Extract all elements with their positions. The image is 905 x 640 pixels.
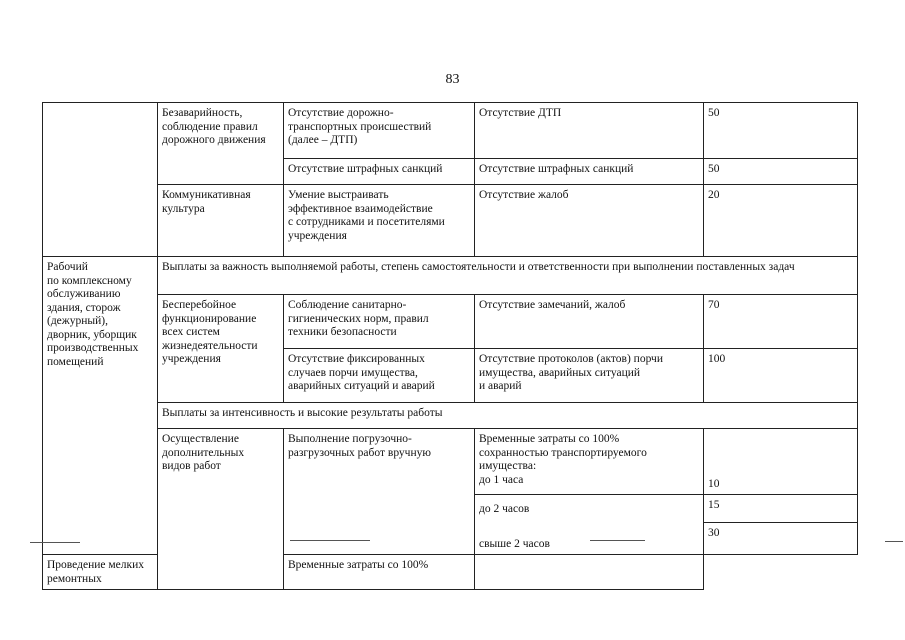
value-no-accidents: 50 — [704, 103, 858, 159]
value-over-2-hours: 30 — [704, 523, 858, 555]
scan-artifact-line — [30, 542, 80, 543]
criterion-uninterrupted-operation: Бесперебойное функционирование всех систем жизнедеятельности учреждения — [158, 295, 284, 403]
condition-no-fines: Отсутствие штрафных санкций — [475, 159, 704, 185]
condition-time-costs: Временные затраты со 100% — [284, 555, 475, 590]
condition-no-complaints: Отсутствие жалоб — [475, 185, 704, 257]
value-communication: 20 — [704, 185, 858, 257]
value-no-damage: 100 — [704, 349, 858, 403]
scan-artifact-line — [290, 540, 370, 541]
condition-no-remarks: Отсутствие замечаний, жалоб — [475, 295, 704, 349]
position-title: Рабочий по комплексному обслуживанию здания, сторож (дежурный), дворник, уборщик производственных помещений — [43, 257, 158, 555]
page-number: 83 — [445, 72, 460, 87]
option-up-to-2-hours: до 2 часов — [475, 495, 704, 523]
indicator-interaction: Умение выстраивать эффективное взаимодействие с сотрудниками и посетителями учреждения — [284, 185, 475, 257]
indicator-no-damage-cases: Отсутствие фиксированных случаев порчи имущества, аварийных ситуаций и аварий — [284, 349, 475, 403]
value-no-fines: 50 — [704, 159, 858, 185]
indicator-minor-repairs: Проведение мелких ремонтных — [43, 555, 158, 590]
condition-no-damage-protocols: Отсутствие протоколов (актов) порчи имущества, аварийных ситуаций и аварий — [475, 349, 704, 403]
condition-no-accidents: Отсутствие ДТП — [475, 103, 704, 159]
criterion-additional-work: Осуществление дополнительных видов работ — [158, 429, 284, 590]
value-up-to-2-hours: 15 — [704, 495, 858, 523]
criterion-communication: Коммуникативная культура — [158, 185, 284, 257]
value-minor-repairs — [475, 555, 704, 590]
value-up-to-1-hour: 10 — [704, 429, 858, 495]
scan-artifact-line — [885, 541, 903, 542]
option-up-to-1-hour: до 1 часа — [479, 473, 524, 486]
criterion-safe-driving: Безаварийность, соблюдение правил дорожного движения — [158, 103, 284, 185]
section-importance-payments: Выплаты за важность выполняемой работы, степень самостоятельности и ответственности при выполнении поставленных задач — [158, 257, 858, 295]
indicator-no-fines: Отсутствие штрафных санкций — [284, 159, 475, 185]
value-sanitary-norms: 70 — [704, 295, 858, 349]
indicator-no-accidents: Отсутствие дорожно- транспортных происшествий (далее – ДТП) — [284, 103, 475, 159]
position-cell-empty — [43, 103, 158, 257]
option-over-2-hours: свыше 2 часов — [475, 523, 704, 555]
bonus-criteria-table — [42, 102, 858, 590]
indicator-sanitary-norms: Соблюдение санитарно- гигиенических норм, правил техники безопасности — [284, 295, 475, 349]
section-intensity-payments: Выплаты за интенсивность и высокие результаты работы — [158, 403, 858, 429]
condition-time-intro: Временные затраты со 100% сохранностью транспортируемого имущества: — [479, 433, 647, 472]
indicator-loading-work: Выполнение погрузочно- разгрузочных работ вручную — [284, 429, 475, 555]
scan-artifact-line — [590, 540, 645, 541]
